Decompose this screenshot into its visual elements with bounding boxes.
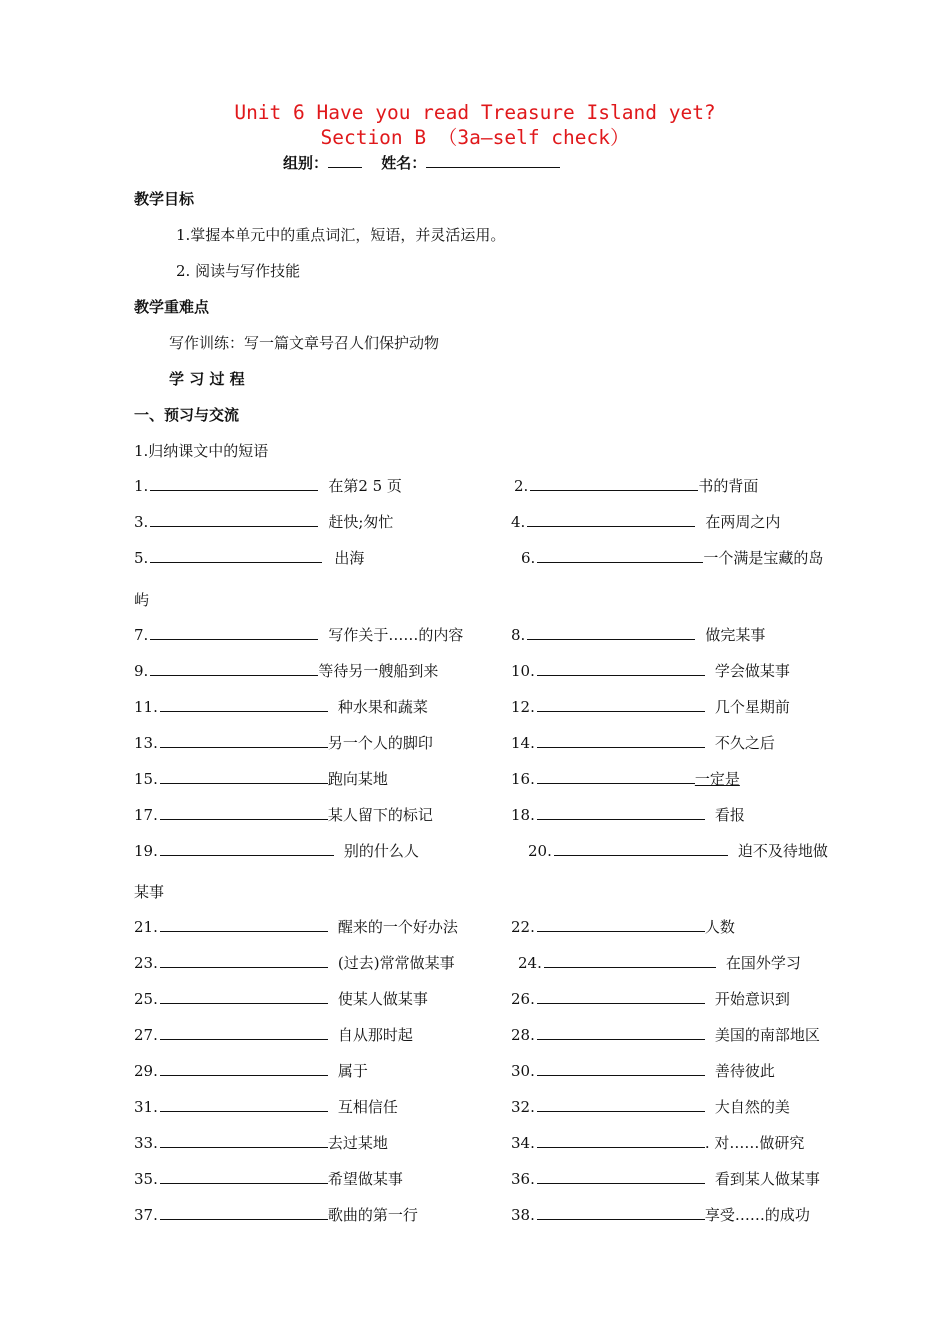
section1-heading: 一、预习与交流 bbox=[134, 406, 240, 424]
phrase-meaning: 属于 bbox=[337, 1062, 368, 1080]
answer-blank[interactable] bbox=[160, 1061, 328, 1076]
phrase-item bbox=[134, 1097, 398, 1117]
group-blank[interactable] bbox=[328, 153, 362, 168]
phrase-number: 9. bbox=[134, 662, 149, 680]
phrase-item bbox=[134, 661, 438, 681]
phrase-number: 27. bbox=[134, 1026, 158, 1044]
group-label: 组别： bbox=[283, 154, 329, 172]
phrase-item bbox=[511, 805, 745, 825]
phrase-number: 15. bbox=[134, 770, 158, 788]
phrase-meaning: 学会做某事 bbox=[714, 662, 790, 680]
wrap-text-6: 屿 bbox=[134, 591, 150, 609]
phrase-item bbox=[134, 917, 458, 937]
answer-blank[interactable] bbox=[544, 953, 716, 968]
phrase-number: 20. bbox=[528, 842, 552, 860]
phrase-item bbox=[511, 917, 735, 937]
answer-blank[interactable] bbox=[160, 1133, 328, 1148]
phrase-meaning: 不久之后 bbox=[714, 734, 775, 752]
phrase-item bbox=[514, 476, 758, 496]
phrase-item bbox=[134, 733, 433, 753]
answer-blank[interactable] bbox=[160, 1205, 328, 1220]
answer-blank[interactable] bbox=[537, 989, 705, 1004]
phrase-number: 13. bbox=[134, 734, 158, 752]
phrase-item bbox=[134, 1025, 413, 1045]
phrase-item bbox=[528, 841, 828, 861]
phrase-number: 32. bbox=[511, 1098, 535, 1116]
phrase-number: 7. bbox=[134, 626, 149, 644]
phrase-item bbox=[511, 1133, 804, 1153]
phrase-meaning: 看报 bbox=[714, 806, 745, 824]
phrase-meaning: 跑向某地 bbox=[327, 770, 388, 788]
difficulty-heading: 教学重难点 bbox=[134, 298, 210, 316]
phrase-meaning: (过去)常常做某事 bbox=[337, 954, 455, 972]
answer-blank[interactable] bbox=[160, 953, 328, 968]
phrase-item bbox=[521, 548, 823, 568]
phrase-meaning: 使某人做某事 bbox=[337, 990, 428, 1008]
phrase-number: 31. bbox=[134, 1098, 158, 1116]
answer-blank[interactable] bbox=[527, 625, 695, 640]
phrase-item bbox=[134, 1205, 418, 1225]
phrase-meaning: 互相信任 bbox=[337, 1098, 398, 1116]
phrase-number: 36. bbox=[511, 1170, 535, 1188]
phrase-number: 4. bbox=[511, 513, 526, 531]
answer-blank[interactable] bbox=[160, 769, 328, 784]
phrase-meaning: 赶快;匆忙 bbox=[328, 513, 394, 531]
phrase-meaning: 一个满是宝藏的岛 bbox=[703, 549, 824, 567]
answer-blank[interactable] bbox=[150, 661, 318, 676]
phrase-item bbox=[134, 625, 463, 645]
phrase-meaning: 歌曲的第一行 bbox=[327, 1206, 418, 1224]
name-label: 姓名： bbox=[381, 154, 427, 172]
phrase-number: 1. bbox=[134, 477, 149, 495]
phrase-number: 5. bbox=[134, 549, 149, 567]
answer-blank[interactable] bbox=[537, 697, 705, 712]
phrase-item bbox=[134, 1061, 368, 1081]
phrase-item bbox=[134, 989, 428, 1009]
phrase-meaning: 一定是 bbox=[694, 770, 740, 788]
phrase-meaning: 希望做某事 bbox=[327, 1170, 403, 1188]
phrase-number: 22. bbox=[511, 918, 535, 936]
phrase-meaning: 出海 bbox=[334, 549, 365, 567]
phrase-number: 12. bbox=[511, 698, 535, 716]
answer-blank[interactable] bbox=[160, 1097, 328, 1112]
phrase-meaning: 美国的南部地区 bbox=[714, 1026, 820, 1044]
phrase-item bbox=[511, 512, 780, 532]
answer-blank[interactable] bbox=[150, 548, 322, 563]
phrase-item bbox=[134, 1169, 403, 1189]
phrase-item bbox=[134, 697, 428, 717]
phrase-meaning: 醒来的一个好办法 bbox=[337, 918, 458, 936]
phrase-meaning: 自从那时起 bbox=[337, 1026, 413, 1044]
difficulty-text: 写作训练：写一篇文章号召人们保护动物 bbox=[169, 334, 440, 352]
page-title: Unit 6 Have you read Treasure Island yet? bbox=[234, 101, 716, 124]
answer-blank[interactable] bbox=[537, 1025, 705, 1040]
phrase-number: 23. bbox=[134, 954, 158, 972]
phrase-number: 19. bbox=[134, 842, 158, 860]
phrase-item bbox=[511, 733, 775, 753]
wrap-text-20: 某事 bbox=[134, 883, 165, 901]
phrase-number: 6. bbox=[521, 549, 536, 567]
answer-blank[interactable] bbox=[150, 512, 318, 527]
phrase-number: 29. bbox=[134, 1062, 158, 1080]
phrase-number: 14. bbox=[511, 734, 535, 752]
answer-blank[interactable] bbox=[160, 697, 328, 712]
phrase-meaning: 大自然的美 bbox=[714, 1098, 790, 1116]
phrase-meaning: 享受……的成功 bbox=[704, 1206, 810, 1224]
answer-blank[interactable] bbox=[537, 661, 705, 676]
phrase-meaning: 在两周之内 bbox=[705, 513, 781, 531]
goals-heading: 教学目标 bbox=[134, 190, 195, 208]
phrase-number: 37. bbox=[134, 1206, 158, 1224]
phrase-meaning: . 对……做研究 bbox=[704, 1134, 805, 1152]
phrase-item bbox=[134, 953, 455, 973]
phrase-number: 11. bbox=[134, 698, 158, 716]
phrase-meaning: 写作关于……的内容 bbox=[328, 626, 464, 644]
phrase-item bbox=[134, 769, 388, 789]
phrase-item bbox=[511, 1025, 820, 1045]
answer-blank[interactable] bbox=[537, 548, 703, 563]
phrase-number: 25. bbox=[134, 990, 158, 1008]
phrase-meaning: 种水果和蔬菜 bbox=[337, 698, 428, 716]
phrase-item bbox=[511, 1169, 820, 1189]
answer-blank[interactable] bbox=[537, 733, 705, 748]
phrase-meaning: 人数 bbox=[704, 918, 735, 936]
phrase-meaning: 迫不及待地做 bbox=[737, 842, 828, 860]
phrase-item bbox=[518, 953, 801, 973]
phrase-meaning: 另一个人的脚印 bbox=[327, 734, 433, 752]
answer-blank[interactable] bbox=[160, 841, 334, 856]
phrase-item bbox=[134, 805, 433, 825]
answer-blank[interactable] bbox=[160, 917, 328, 932]
phrase-item bbox=[134, 512, 393, 532]
phrase-meaning: 某人留下的标记 bbox=[327, 806, 433, 824]
answer-blank[interactable] bbox=[160, 805, 328, 820]
answer-blank[interactable] bbox=[537, 769, 695, 784]
answer-blank[interactable] bbox=[530, 476, 698, 491]
phrase-number: 10. bbox=[511, 662, 535, 680]
phrase-number: 28. bbox=[511, 1026, 535, 1044]
phrase-number: 33. bbox=[134, 1134, 158, 1152]
phrase-item bbox=[511, 661, 790, 681]
answer-blank[interactable] bbox=[160, 733, 328, 748]
process-heading: 学 习 过 程 bbox=[169, 370, 245, 388]
phrase-number: 24. bbox=[518, 954, 542, 972]
phrase-number: 17. bbox=[134, 806, 158, 824]
phrase-meaning: 等待另一艘船到来 bbox=[318, 662, 439, 680]
answer-blank[interactable] bbox=[150, 476, 318, 491]
phrase-meaning: 去过某地 bbox=[327, 1134, 388, 1152]
phrase-number: 26. bbox=[511, 990, 535, 1008]
answer-blank[interactable] bbox=[537, 1169, 705, 1184]
answer-blank[interactable] bbox=[554, 841, 728, 856]
phrase-meaning: 书的背面 bbox=[698, 477, 759, 495]
phrase-number: 16. bbox=[511, 770, 535, 788]
phrase-number: 35. bbox=[134, 1170, 158, 1188]
goal-item-2: 2. 阅读与写作技能 bbox=[176, 262, 301, 280]
phrase-meaning: 做完某事 bbox=[705, 626, 766, 644]
answer-blank[interactable] bbox=[537, 1205, 705, 1220]
phrase-number: 18. bbox=[511, 806, 535, 824]
phrase-item bbox=[511, 1205, 810, 1225]
phrase-item bbox=[511, 1097, 790, 1117]
answer-blank[interactable] bbox=[537, 805, 705, 820]
phrase-meaning: 别的什么人 bbox=[343, 842, 419, 860]
phrase-number: 21. bbox=[134, 918, 158, 936]
phrase-item bbox=[511, 697, 790, 717]
phrase-item bbox=[511, 1061, 775, 1081]
phrase-item bbox=[134, 841, 419, 861]
phrase-item bbox=[511, 989, 790, 1009]
info-line bbox=[283, 152, 560, 173]
phrase-number: 34. bbox=[511, 1134, 535, 1152]
answer-blank[interactable] bbox=[150, 625, 318, 640]
answer-blank[interactable] bbox=[537, 917, 705, 932]
phrase-item bbox=[134, 476, 402, 496]
phrase-meaning: 善待彼此 bbox=[714, 1062, 775, 1080]
name-blank[interactable] bbox=[426, 153, 560, 168]
phrase-item bbox=[134, 548, 364, 568]
phrase-number: 8. bbox=[511, 626, 526, 644]
phrase-meaning: 看到某人做某事 bbox=[714, 1170, 820, 1188]
phrase-meaning: 几个星期前 bbox=[714, 698, 790, 716]
phrase-meaning: 在国外学习 bbox=[725, 954, 801, 972]
phrase-meaning: 在第2 5 页 bbox=[328, 477, 402, 495]
phrase-number: 2. bbox=[514, 477, 529, 495]
answer-blank[interactable] bbox=[527, 512, 695, 527]
phrase-meaning: 开始意识到 bbox=[714, 990, 790, 1008]
answer-blank[interactable] bbox=[537, 1061, 705, 1076]
answer-blank[interactable] bbox=[160, 1025, 328, 1040]
page-subtitle: Section B （3a—self check） bbox=[320, 126, 630, 149]
phrase-item bbox=[511, 625, 765, 645]
section1-subheading: 1.归纳课文中的短语 bbox=[134, 442, 269, 460]
phrase-item bbox=[511, 769, 740, 789]
phrase-number: 30. bbox=[511, 1062, 535, 1080]
answer-blank[interactable] bbox=[160, 989, 328, 1004]
answer-blank[interactable] bbox=[537, 1133, 705, 1148]
phrase-number: 3. bbox=[134, 513, 149, 531]
phrase-item bbox=[134, 1133, 388, 1153]
answer-blank[interactable] bbox=[160, 1169, 328, 1184]
goal-item-1: 1.掌握本单元中的重点词汇，短语，并灵活运用。 bbox=[176, 226, 506, 244]
phrase-number: 38. bbox=[511, 1206, 535, 1224]
answer-blank[interactable] bbox=[537, 1097, 705, 1112]
